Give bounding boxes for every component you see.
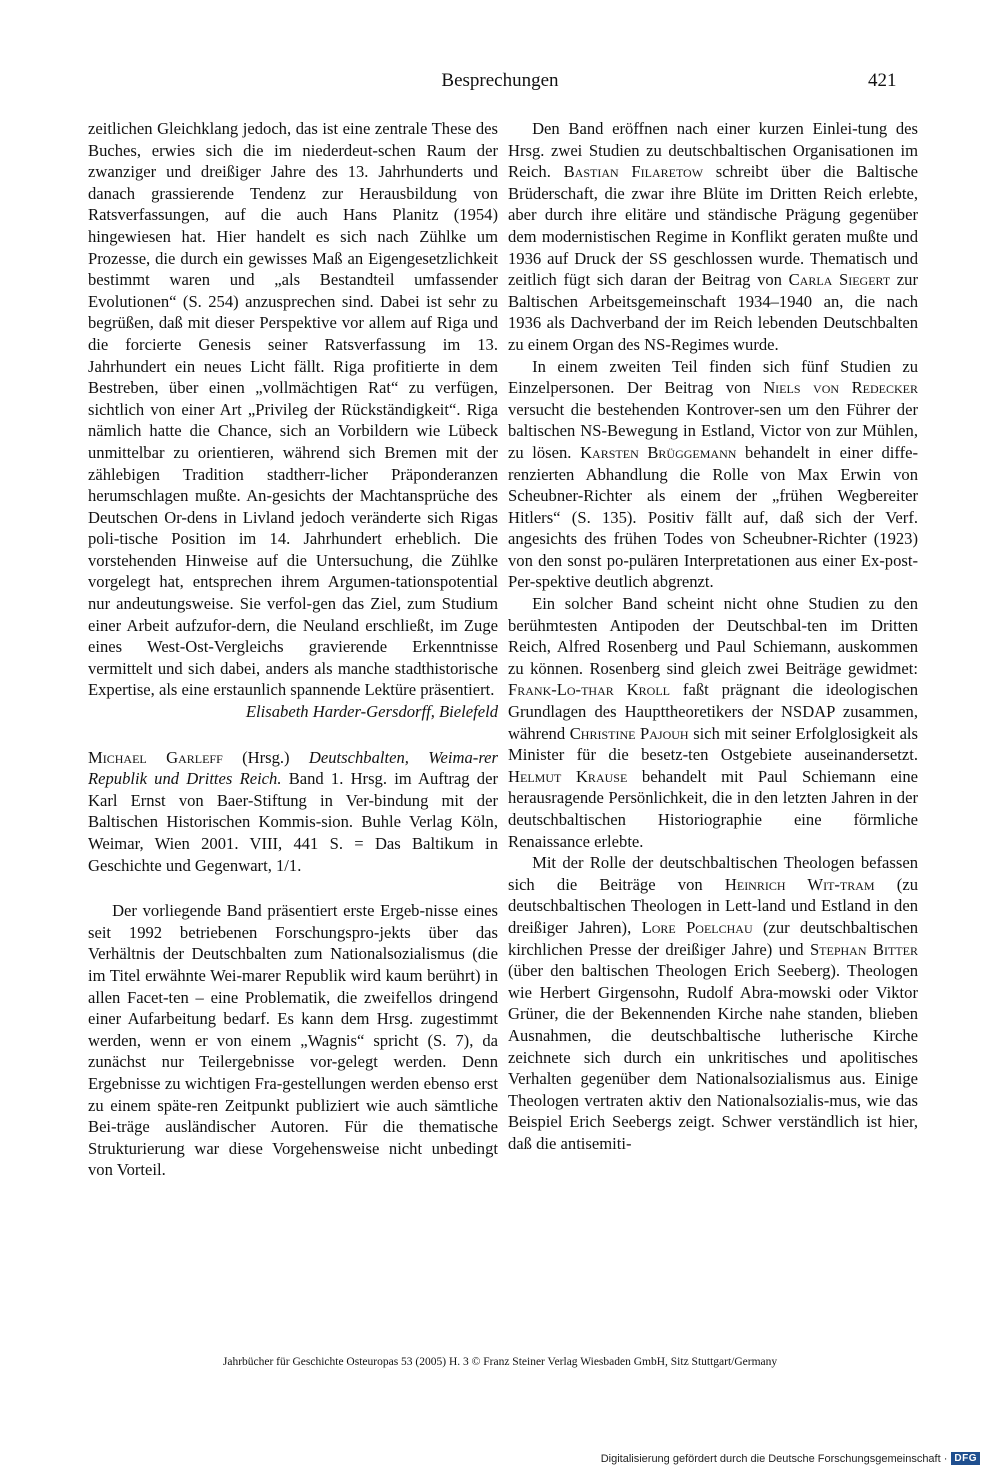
- dfg-note: Digitalisierung gefördert durch die Deutsche Forschungsgemeinschaft ·: [600, 1452, 948, 1465]
- text-segment: sich mit seiner Erfolglosigkeit als Minister für die besetz-ten Ostgebiete auseinandersetzt.: [508, 723, 918, 765]
- review-author: Michael Garleff: [88, 747, 223, 767]
- page-number: 421: [868, 70, 897, 91]
- review-citation: [88, 747, 498, 877]
- author-name: Helmut Krause: [508, 766, 628, 786]
- text-segment: (zur deutschbaltischen kirchlichen Presse der dreißiger Jahre) und: [508, 917, 918, 959]
- text-segment: (über den baltischen Theologen Erich Seeberg). Theologen wie Herbert Girgensohn, Rudolf Abra-mowski oder Viktor Grüner, die der Bekennenden Kirche nahe standen, blieben Ausnahmen, die deutschbaltische lutherische Kirche zeichnete sich durch ein unkritisches und apolitisches Verhalten gegenüber dem Nationalsozialismus aus. Einige Theologen vertraten aktiv den Nationalsozialis-mus, wie das Beispiel Erich Seebergs zeigt. Schwer verständlich ist hier, daß die antisemiti-: [508, 961, 918, 1153]
- dfg-logo-icon: DFG: [951, 1452, 980, 1465]
- right-paragraph-2: [508, 356, 918, 594]
- author-name: Lore Poelchau: [641, 917, 753, 937]
- author-name: Heinrich Wit-tram: [724, 874, 875, 894]
- text-segment: behandelt mit Paul Schiemann eine herausragende Persönlichkeit, die in den letzten Jahren in der deutschbaltischen Historiographie eine förmliche Renaissance erlebte.: [508, 766, 918, 851]
- text-segment: zur Baltischen Arbeitsgemeinschaft 1934–1940 an, die nach 1936 als Dachverband der im Reich lebenden Deutschbalten zu einem Organ des NS-Regimes wurde.: [508, 270, 918, 354]
- text-segment: versucht die bestehenden Kontrover-sen um den Führer der baltischen NS-Bewegung in Estland, Victor von zur Mühlen, zu lösen.: [508, 399, 918, 462]
- left-paragraph-1: zeitlichen Gleichklang jedoch, das ist eine zentrale These des Buches, erwies sich die im niederdeut-schen Raum der zwanziger und dreißiger Jahre des 13. Jahrhunderts und danach grassierende Tendenz zur Herausbildung von Ratsverfassungen, auf die auch Hans Planitz (1954) hingewiesen hat. Hier handelt es sich nach Zühlke um Prozesse, die durch ein gewisses Maß an Eigengesetzlichkeit bestimmt waren und „als Bestandteil umfassender Evolutionen“ (S. 254) anzusprechen sind. Dabei ist sehr zu begrüßen, daß mit dieser Perspektive vor allem auf Riga und die forcierte Genesis seiner Ratsverfassung im 13. Jahrhundert ein neues Licht fällt. Riga profitierte in dem Bestreben, über einen „vollmächtigen Rat“ zu verfügen, sichtlich von einer Art „Privileg der Rückständigkeit“. Riga nämlich hatte die Chance, sich an Vorbildern wie Lübeck unmittelbar zu orientieren, während sich Bremen mit der zählebigen Tradition stadtherr-licher Präponderanzen herumschlagen mußte. An-gesichts der Machtansprüche des Deutschen Or-dens in Livland jedoch veränderte sich Rigas poli-tische Position im 14. Jahrhundert erheblich. Die vorstehenden Hinweise auf die Untersuchung, die Zühlke vorgelegt hat, entsprechen ihrem Argumen-tationspotential nur andeutungsweise. Sie verfol-gen das Ziel, zum Studium einer Arbeit aufzufor-dern, die Neuland erschließt, im Zuge eines West-Ost-Vergleichs gravierende Erkenntnisse vermittelt und sich dabei, anders als manche stadthistorische Expertise, als eine erstaunlich spannende Lektüre präsentiert.: [88, 119, 498, 700]
- text-segment: In einem zweiten Teil finden sich fünf Studien zu Einzelpersonen. Der Beitrag von: [508, 356, 918, 398]
- author-name: Stephan Bitter: [809, 939, 918, 959]
- text-segment: faßt prägnant die ideologischen Grundlagen des Haupttheoretikers der NSDAP zusammen, während: [508, 680, 918, 743]
- author-name: Bastian Filaretow: [563, 162, 704, 182]
- journal-footer: Jahrbücher für Geschichte Osteuropas 53 (2005) H. 3 © Franz Steiner Verlag Wiesbaden GmbH, Sitz Stuttgart/Germany: [222, 1356, 778, 1368]
- text-segment: behandelt in einer diffe-renzierten Abhandlung die Rolle von Max Erwin von Scheubner-Richter als einem der „frühen Wegbereiter Hitlers“ (S. 135). Positiv fällt auf, daß sich der Verf. angesichts des frühen Todes von Scheubner-Richter (1923) von den sonst po-pulären Interpretationen aus einer Ex-post-Per-spektive deutlich abgrenzt.: [508, 442, 919, 592]
- review-author-role: (Hrsg.): [222, 747, 309, 767]
- author-name: Frank-Lo-thar Kroll: [508, 680, 670, 700]
- dfg-credit: [601, 1452, 980, 1465]
- right-paragraph-3: [508, 593, 918, 852]
- left-paragraph-2: Der vorliegende Band präsentiert erste Ergeb-nisse eines seit 1992 betriebenen Forschungspro-jekts über das Verhältnis der Deutschbalten zum Nationalsozialismus (die im Titel erwähnte Wei-marer Republik wird kaum berührt) in allen Facet-ten – eine Problematik, die zweifellos dringend einer Aufarbeitung bedarf. Es kann dem Hrsg. zugestimmt werden, wenn er von einem „Wagnis“ spricht (S. 7), da zunächst nur Teilergebnisse vor-gelegt werden. Denn Ergebnisse zu wichtigen Fra-gestellungen werden ebenso erst zu einem späte-ren Zeitpunkt publiziert wie auch sämtliche Bei-träge ausländischer Autoren. Für die thematische Strukturierung war diese Vorgehensweise nicht unbedingt von Vorteil.: [88, 901, 498, 1180]
- author-name: Christine Pajouh: [569, 723, 689, 743]
- text-segment: Den Band eröffnen nach einer kurzen Einlei-tung des Hrsg. zwei Studien zu deutschbaltischen Organisationen im Reich.: [508, 119, 918, 182]
- right-column: [508, 118, 918, 1155]
- review-details: Band 1. Hrsg. im Auftrag der Karl Ernst von Baer-Stiftung in Ver-bindung mit der Baltischen Historischen Kommis-sion. Buhle Verlag Köln, Weimar, Wien 2001. VIII, 441 S. = Das Baltikum in Geschichte und Gegenwart, 1/1.: [88, 769, 498, 875]
- review-signature: Elisabeth Harder-Gersdorff, Bielefeld: [245, 702, 498, 722]
- review-title: Deutschbalten, Weima-rer Republik und Drittes Reich.: [88, 747, 498, 789]
- text-segment: Ein solcher Band scheint nicht ohne Studien zu den berühmtesten Antipoden der Deutschbal-ten im Dritten Reich, Alfred Rosenberg und Paul Schiemann, auskommen zu können. Rosenberg sind gleich zwei Beiträge gewidmet:: [508, 594, 918, 678]
- text-segment: Mit der Rolle der deutschbaltischen Theologen befassen sich die Beiträge von: [508, 853, 918, 894]
- text-segment: (zu deutschbaltischen Theologen in Lett-land und Estland in den dreißiger Jahren),: [508, 874, 918, 937]
- author-name: Niels von Redecker: [763, 378, 918, 398]
- header-title: Besprechungen: [441, 70, 559, 91]
- right-paragraph-4: [508, 852, 918, 1154]
- right-paragraph-1: [508, 118, 918, 356]
- text-segment: schreibt über die Baltische Brüderschaft, die zwar ihre Blüte im Dritten Reich erlebte, aber durch ihre elitäre und ständische Prägung gegenüber dem modernistischen Regime in Konflikt geraten mußte und 1936 auf Druck der SS geschlossen wurde. Thematisch und zeitlich fügt sich daran der Beitrag von: [508, 162, 918, 290]
- left-column: [88, 118, 498, 1181]
- author-name: Karsten Brüggemann: [580, 442, 737, 462]
- author-name: Carla Siegert: [788, 270, 891, 290]
